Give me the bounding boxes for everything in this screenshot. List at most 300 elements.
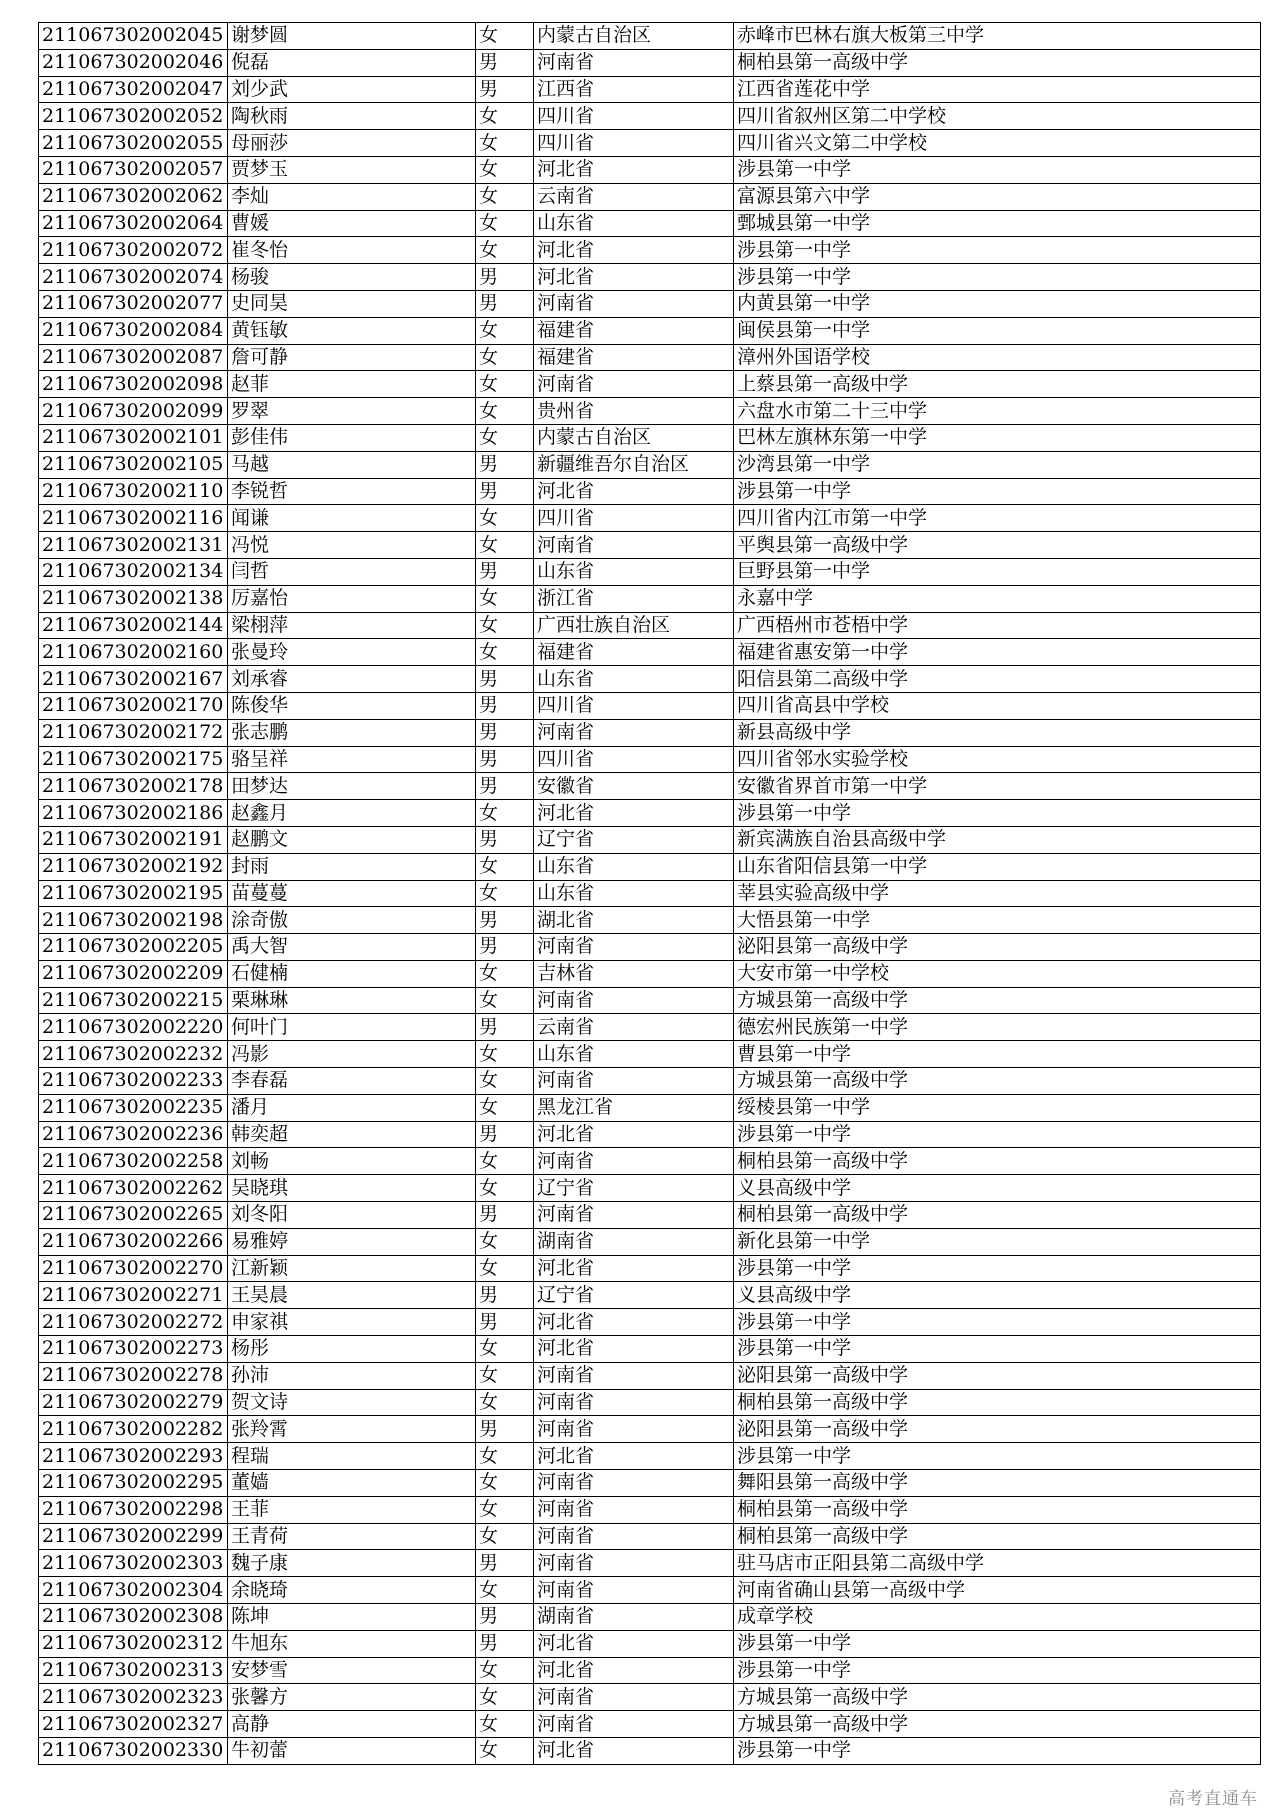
student-name-cell: 王菲 xyxy=(228,1496,476,1523)
table-row xyxy=(39,907,1261,934)
province-cell: 河南省 xyxy=(534,1068,734,1095)
student-name-cell: 申家祺 xyxy=(228,1309,476,1336)
province-cell: 福建省 xyxy=(534,344,734,371)
candidate-id-cell: 211067302002205 xyxy=(39,934,228,961)
gender-cell: 男 xyxy=(476,1202,534,1229)
school-cell: 方城县第一高级中学 xyxy=(734,1068,1261,1095)
candidate-id-cell: 211067302002191 xyxy=(39,826,228,853)
table-row xyxy=(39,1523,1261,1550)
school-cell: 莘县实验高级中学 xyxy=(734,880,1261,907)
school-cell: 方城县第一高级中学 xyxy=(734,1711,1261,1738)
province-cell: 河北省 xyxy=(534,237,734,264)
watermark: 高考直通车 xyxy=(1168,1789,1258,1809)
student-name-cell: 罗翠 xyxy=(228,398,476,425)
student-name-cell: 冯悦 xyxy=(228,532,476,559)
province-cell: 山东省 xyxy=(534,1041,734,1068)
school-cell: 方城县第一高级中学 xyxy=(734,1684,1261,1711)
school-cell: 四川省内江市第一中学 xyxy=(734,505,1261,532)
candidate-id-cell: 211067302002195 xyxy=(39,880,228,907)
school-cell: 桐柏县第一高级中学 xyxy=(734,1202,1261,1229)
gender-cell: 男 xyxy=(476,1550,534,1577)
gender-cell: 女 xyxy=(476,585,534,612)
school-cell: 河南省确山县第一高级中学 xyxy=(734,1577,1261,1604)
school-cell: 福建省惠安第一中学 xyxy=(734,639,1261,666)
candidate-id-cell: 211067302002313 xyxy=(39,1657,228,1684)
table-row xyxy=(39,1443,1261,1470)
province-cell: 河南省 xyxy=(534,371,734,398)
candidate-id-cell: 211067302002232 xyxy=(39,1041,228,1068)
school-cell: 义县高级中学 xyxy=(734,1175,1261,1202)
school-cell: 闽侯县第一中学 xyxy=(734,317,1261,344)
candidate-id-cell: 211067302002052 xyxy=(39,103,228,130)
school-cell: 阳信县第二高级中学 xyxy=(734,666,1261,693)
school-cell: 德宏州民族第一中学 xyxy=(734,1014,1261,1041)
gender-cell: 女 xyxy=(476,1523,534,1550)
province-cell: 河北省 xyxy=(534,1121,734,1148)
gender-cell: 女 xyxy=(476,1657,534,1684)
province-cell: 河南省 xyxy=(534,1684,734,1711)
table-row xyxy=(39,1604,1261,1631)
province-cell: 河南省 xyxy=(534,1523,734,1550)
student-name-cell: 闻谦 xyxy=(228,505,476,532)
province-cell: 河南省 xyxy=(534,1389,734,1416)
candidate-id-cell: 211067302002282 xyxy=(39,1416,228,1443)
gender-cell: 女 xyxy=(476,1362,534,1389)
gender-cell: 女 xyxy=(476,210,534,237)
province-cell: 河北省 xyxy=(534,1255,734,1282)
school-cell: 桐柏县第一高级中学 xyxy=(734,49,1261,76)
student-name-cell: 詹可静 xyxy=(228,344,476,371)
candidate-id-cell: 211067302002047 xyxy=(39,76,228,103)
gender-cell: 女 xyxy=(476,1711,534,1738)
student-name-cell: 赵鑫月 xyxy=(228,800,476,827)
gender-cell: 女 xyxy=(476,1336,534,1363)
gender-cell: 女 xyxy=(476,800,534,827)
table-row xyxy=(39,1228,1261,1255)
gender-cell: 女 xyxy=(476,371,534,398)
gender-cell: 男 xyxy=(476,451,534,478)
gender-cell: 女 xyxy=(476,1496,534,1523)
candidate-id-cell: 211067302002304 xyxy=(39,1577,228,1604)
student-name-cell: 禹大智 xyxy=(228,934,476,961)
table-row xyxy=(39,1684,1261,1711)
student-name-cell: 张羚霄 xyxy=(228,1416,476,1443)
student-name-cell: 牛旭东 xyxy=(228,1630,476,1657)
candidate-id-cell: 211067302002293 xyxy=(39,1443,228,1470)
province-cell: 山东省 xyxy=(534,880,734,907)
candidate-id-cell: 211067302002271 xyxy=(39,1282,228,1309)
school-cell: 大悟县第一中学 xyxy=(734,907,1261,934)
table-row xyxy=(39,371,1261,398)
table-row xyxy=(39,344,1261,371)
gender-cell: 女 xyxy=(476,103,534,130)
school-cell: 涉县第一中学 xyxy=(734,1738,1261,1765)
student-name-cell: 孙沛 xyxy=(228,1362,476,1389)
student-name-cell: 涂奇傲 xyxy=(228,907,476,934)
table-row xyxy=(39,1550,1261,1577)
student-name-cell: 冯影 xyxy=(228,1041,476,1068)
province-cell: 河南省 xyxy=(534,49,734,76)
table-row xyxy=(39,1014,1261,1041)
school-cell: 沙湾县第一中学 xyxy=(734,451,1261,478)
table-row xyxy=(39,505,1261,532)
student-name-cell: 彭佳伟 xyxy=(228,424,476,451)
table-row xyxy=(39,1282,1261,1309)
candidate-id-cell: 211067302002062 xyxy=(39,183,228,210)
school-cell: 内黄县第一中学 xyxy=(734,290,1261,317)
gender-cell: 女 xyxy=(476,1470,534,1497)
province-cell: 河北省 xyxy=(534,156,734,183)
candidate-id-cell: 211067302002134 xyxy=(39,558,228,585)
school-cell: 驻马店市正阳县第二高级中学 xyxy=(734,1550,1261,1577)
gender-cell: 男 xyxy=(476,290,534,317)
student-name-cell: 刘少武 xyxy=(228,76,476,103)
student-name-cell: 潘月 xyxy=(228,1094,476,1121)
table-row xyxy=(39,424,1261,451)
province-cell: 内蒙古自治区 xyxy=(534,424,734,451)
school-cell: 涉县第一中学 xyxy=(734,156,1261,183)
candidate-id-cell: 211067302002233 xyxy=(39,1068,228,1095)
table-row xyxy=(39,1389,1261,1416)
province-cell: 河北省 xyxy=(534,800,734,827)
school-cell: 安徽省界首市第一中学 xyxy=(734,773,1261,800)
candidate-id-cell: 211067302002235 xyxy=(39,1094,228,1121)
candidate-id-cell: 211067302002131 xyxy=(39,532,228,559)
province-cell: 湖南省 xyxy=(534,1228,734,1255)
gender-cell: 男 xyxy=(476,826,534,853)
roster-body xyxy=(39,23,1261,1765)
province-cell: 河南省 xyxy=(534,934,734,961)
province-cell: 河北省 xyxy=(534,1657,734,1684)
province-cell: 河南省 xyxy=(534,1148,734,1175)
candidate-id-cell: 211067302002084 xyxy=(39,317,228,344)
school-cell: 巴林左旗林东第一中学 xyxy=(734,424,1261,451)
gender-cell: 女 xyxy=(476,1094,534,1121)
table-row xyxy=(39,826,1261,853)
province-cell: 河南省 xyxy=(534,1711,734,1738)
table-row xyxy=(39,1711,1261,1738)
candidate-id-cell: 211067302002160 xyxy=(39,639,228,666)
table-row xyxy=(39,558,1261,585)
candidate-id-cell: 211067302002175 xyxy=(39,746,228,773)
candidate-id-cell: 211067302002215 xyxy=(39,987,228,1014)
school-cell: 平舆县第一高级中学 xyxy=(734,532,1261,559)
student-name-cell: 梁栩萍 xyxy=(228,612,476,639)
candidate-id-cell: 211067302002262 xyxy=(39,1175,228,1202)
candidate-id-cell: 211067302002327 xyxy=(39,1711,228,1738)
province-cell: 辽宁省 xyxy=(534,826,734,853)
school-cell: 桐柏县第一高级中学 xyxy=(734,1148,1261,1175)
table-row xyxy=(39,666,1261,693)
table-row xyxy=(39,800,1261,827)
gender-cell: 女 xyxy=(476,156,534,183)
school-cell: 涉县第一中学 xyxy=(734,800,1261,827)
student-name-cell: 倪磊 xyxy=(228,49,476,76)
table-row xyxy=(39,264,1261,291)
gender-cell: 女 xyxy=(476,612,534,639)
table-row xyxy=(39,1738,1261,1765)
student-name-cell: 母丽莎 xyxy=(228,130,476,157)
gender-cell: 女 xyxy=(476,1443,534,1470)
table-row xyxy=(39,692,1261,719)
gender-cell: 男 xyxy=(476,692,534,719)
province-cell: 四川省 xyxy=(534,505,734,532)
candidate-id-cell: 211067302002192 xyxy=(39,853,228,880)
school-cell: 漳州外国语学校 xyxy=(734,344,1261,371)
student-name-cell: 田梦达 xyxy=(228,773,476,800)
school-cell: 曹县第一中学 xyxy=(734,1041,1261,1068)
school-cell: 义县高级中学 xyxy=(734,1282,1261,1309)
province-cell: 浙江省 xyxy=(534,585,734,612)
gender-cell: 女 xyxy=(476,960,534,987)
school-cell: 桐柏县第一高级中学 xyxy=(734,1389,1261,1416)
gender-cell: 女 xyxy=(476,1389,534,1416)
student-roster-table xyxy=(38,22,1261,1765)
student-name-cell: 史同昊 xyxy=(228,290,476,317)
province-cell: 广西壮族自治区 xyxy=(534,612,734,639)
candidate-id-cell: 211067302002087 xyxy=(39,344,228,371)
gender-cell: 男 xyxy=(476,49,534,76)
school-cell: 涉县第一中学 xyxy=(734,1309,1261,1336)
student-name-cell: 闫哲 xyxy=(228,558,476,585)
gender-cell: 男 xyxy=(476,1282,534,1309)
province-cell: 四川省 xyxy=(534,130,734,157)
school-cell: 鄄城县第一中学 xyxy=(734,210,1261,237)
table-row xyxy=(39,853,1261,880)
candidate-id-cell: 211067302002330 xyxy=(39,1738,228,1765)
candidate-id-cell: 211067302002323 xyxy=(39,1684,228,1711)
table-row xyxy=(39,1336,1261,1363)
province-cell: 河南省 xyxy=(534,1362,734,1389)
school-cell: 泌阳县第一高级中学 xyxy=(734,1362,1261,1389)
province-cell: 河南省 xyxy=(534,290,734,317)
candidate-id-cell: 211067302002098 xyxy=(39,371,228,398)
province-cell: 山东省 xyxy=(534,853,734,880)
candidate-id-cell: 211067302002046 xyxy=(39,49,228,76)
candidate-id-cell: 211067302002279 xyxy=(39,1389,228,1416)
candidate-id-cell: 211067302002258 xyxy=(39,1148,228,1175)
table-row xyxy=(39,76,1261,103)
school-cell: 巨野县第一中学 xyxy=(734,558,1261,585)
gender-cell: 女 xyxy=(476,317,534,344)
table-row xyxy=(39,639,1261,666)
gender-cell: 男 xyxy=(476,1121,534,1148)
school-cell: 桐柏县第一高级中学 xyxy=(734,1496,1261,1523)
student-name-cell: 吴晓琪 xyxy=(228,1175,476,1202)
gender-cell: 女 xyxy=(476,639,534,666)
candidate-id-cell: 211067302002272 xyxy=(39,1309,228,1336)
student-name-cell: 李锐哲 xyxy=(228,478,476,505)
table-row xyxy=(39,317,1261,344)
gender-cell: 男 xyxy=(476,666,534,693)
province-cell: 江西省 xyxy=(534,76,734,103)
table-row xyxy=(39,130,1261,157)
province-cell: 河北省 xyxy=(534,1336,734,1363)
school-cell: 成章学校 xyxy=(734,1604,1261,1631)
student-name-cell: 王青荷 xyxy=(228,1523,476,1550)
school-cell: 富源县第六中学 xyxy=(734,183,1261,210)
province-cell: 云南省 xyxy=(534,183,734,210)
table-row xyxy=(39,1309,1261,1336)
student-name-cell: 贾梦玉 xyxy=(228,156,476,183)
school-cell: 涉县第一中学 xyxy=(734,264,1261,291)
province-cell: 山东省 xyxy=(534,666,734,693)
school-cell: 六盘水市第二十三中学 xyxy=(734,398,1261,425)
school-cell: 涉县第一中学 xyxy=(734,1121,1261,1148)
table-row xyxy=(39,23,1261,50)
gender-cell: 男 xyxy=(476,1604,534,1631)
school-cell: 涉县第一中学 xyxy=(734,1443,1261,1470)
gender-cell: 女 xyxy=(476,1041,534,1068)
candidate-id-cell: 211067302002236 xyxy=(39,1121,228,1148)
gender-cell: 男 xyxy=(476,719,534,746)
table-row xyxy=(39,1496,1261,1523)
province-cell: 云南省 xyxy=(534,1014,734,1041)
school-cell: 山东省阳信县第一中学 xyxy=(734,853,1261,880)
province-cell: 湖南省 xyxy=(534,1604,734,1631)
candidate-id-cell: 211067302002198 xyxy=(39,907,228,934)
student-name-cell: 安梦雪 xyxy=(228,1657,476,1684)
gender-cell: 女 xyxy=(476,1068,534,1095)
student-name-cell: 李春磊 xyxy=(228,1068,476,1095)
school-cell: 四川省邻水实验学校 xyxy=(734,746,1261,773)
table-row xyxy=(39,210,1261,237)
gender-cell: 女 xyxy=(476,880,534,907)
school-cell: 四川省叙州区第二中学校 xyxy=(734,103,1261,130)
table-row xyxy=(39,398,1261,425)
student-name-cell: 余晓琦 xyxy=(228,1577,476,1604)
province-cell: 河北省 xyxy=(534,1443,734,1470)
student-name-cell: 李灿 xyxy=(228,183,476,210)
student-name-cell: 刘畅 xyxy=(228,1148,476,1175)
province-cell: 黑龙江省 xyxy=(534,1094,734,1121)
candidate-id-cell: 211067302002265 xyxy=(39,1202,228,1229)
province-cell: 河北省 xyxy=(534,264,734,291)
student-name-cell: 马越 xyxy=(228,451,476,478)
province-cell: 内蒙古自治区 xyxy=(534,23,734,50)
student-name-cell: 封雨 xyxy=(228,853,476,880)
candidate-id-cell: 211067302002273 xyxy=(39,1336,228,1363)
table-row xyxy=(39,1121,1261,1148)
table-row xyxy=(39,290,1261,317)
province-cell: 河北省 xyxy=(534,1630,734,1657)
gender-cell: 男 xyxy=(476,773,534,800)
candidate-id-cell: 211067302002064 xyxy=(39,210,228,237)
candidate-id-cell: 211067302002045 xyxy=(39,23,228,50)
table-row xyxy=(39,1577,1261,1604)
candidate-id-cell: 211067302002209 xyxy=(39,960,228,987)
gender-cell: 女 xyxy=(476,1148,534,1175)
school-cell: 涉县第一中学 xyxy=(734,1657,1261,1684)
school-cell: 泌阳县第一高级中学 xyxy=(734,934,1261,961)
province-cell: 四川省 xyxy=(534,746,734,773)
candidate-id-cell: 211067302002105 xyxy=(39,451,228,478)
province-cell: 吉林省 xyxy=(534,960,734,987)
candidate-id-cell: 211067302002074 xyxy=(39,264,228,291)
student-name-cell: 张馨方 xyxy=(228,1684,476,1711)
student-name-cell: 刘冬阳 xyxy=(228,1202,476,1229)
table-row xyxy=(39,1094,1261,1121)
gender-cell: 女 xyxy=(476,23,534,50)
candidate-id-cell: 211067302002057 xyxy=(39,156,228,183)
school-cell: 江西省莲花中学 xyxy=(734,76,1261,103)
province-cell: 河北省 xyxy=(534,478,734,505)
table-row xyxy=(39,183,1261,210)
gender-cell: 女 xyxy=(476,505,534,532)
gender-cell: 女 xyxy=(476,398,534,425)
table-row xyxy=(39,987,1261,1014)
student-name-cell: 贺文诗 xyxy=(228,1389,476,1416)
table-row xyxy=(39,773,1261,800)
student-name-cell: 杨骏 xyxy=(228,264,476,291)
student-name-cell: 刘承睿 xyxy=(228,666,476,693)
candidate-id-cell: 211067302002077 xyxy=(39,290,228,317)
gender-cell: 女 xyxy=(476,183,534,210)
gender-cell: 男 xyxy=(476,264,534,291)
table-row xyxy=(39,1068,1261,1095)
province-cell: 四川省 xyxy=(534,692,734,719)
school-cell: 四川省高县中学校 xyxy=(734,692,1261,719)
table-row xyxy=(39,1416,1261,1443)
table-row xyxy=(39,719,1261,746)
gender-cell: 女 xyxy=(476,1175,534,1202)
candidate-id-cell: 211067302002312 xyxy=(39,1630,228,1657)
table-row xyxy=(39,532,1261,559)
student-name-cell: 韩奕超 xyxy=(228,1121,476,1148)
candidate-id-cell: 211067302002055 xyxy=(39,130,228,157)
table-row xyxy=(39,1202,1261,1229)
gender-cell: 女 xyxy=(476,424,534,451)
student-name-cell: 何叶门 xyxy=(228,1014,476,1041)
candidate-id-cell: 211067302002295 xyxy=(39,1470,228,1497)
province-cell: 辽宁省 xyxy=(534,1175,734,1202)
province-cell: 河南省 xyxy=(534,1496,734,1523)
table-row xyxy=(39,880,1261,907)
candidate-id-cell: 211067302002220 xyxy=(39,1014,228,1041)
candidate-id-cell: 211067302002298 xyxy=(39,1496,228,1523)
student-name-cell: 崔冬怡 xyxy=(228,237,476,264)
table-row xyxy=(39,49,1261,76)
candidate-id-cell: 211067302002186 xyxy=(39,800,228,827)
table-row xyxy=(39,1148,1261,1175)
candidate-id-cell: 211067302002099 xyxy=(39,398,228,425)
student-name-cell: 高静 xyxy=(228,1711,476,1738)
school-cell: 涉县第一中学 xyxy=(734,478,1261,505)
table-row xyxy=(39,1470,1261,1497)
candidate-id-cell: 211067302002266 xyxy=(39,1228,228,1255)
candidate-id-cell: 211067302002167 xyxy=(39,666,228,693)
table-row xyxy=(39,585,1261,612)
candidate-id-cell: 211067302002144 xyxy=(39,612,228,639)
table-row xyxy=(39,1362,1261,1389)
table-row xyxy=(39,478,1261,505)
table-row xyxy=(39,746,1261,773)
school-cell: 广西梧州市苍梧中学 xyxy=(734,612,1261,639)
province-cell: 河南省 xyxy=(534,987,734,1014)
student-name-cell: 程瑞 xyxy=(228,1443,476,1470)
student-name-cell: 厉嘉怡 xyxy=(228,585,476,612)
table-row xyxy=(39,1630,1261,1657)
candidate-id-cell: 211067302002072 xyxy=(39,237,228,264)
gender-cell: 女 xyxy=(476,853,534,880)
gender-cell: 女 xyxy=(476,1684,534,1711)
student-name-cell: 易雅婷 xyxy=(228,1228,476,1255)
school-cell: 桐柏县第一高级中学 xyxy=(734,1523,1261,1550)
student-name-cell: 张志鹏 xyxy=(228,719,476,746)
candidate-id-cell: 211067302002170 xyxy=(39,692,228,719)
gender-cell: 女 xyxy=(476,1255,534,1282)
province-cell: 河南省 xyxy=(534,1416,734,1443)
